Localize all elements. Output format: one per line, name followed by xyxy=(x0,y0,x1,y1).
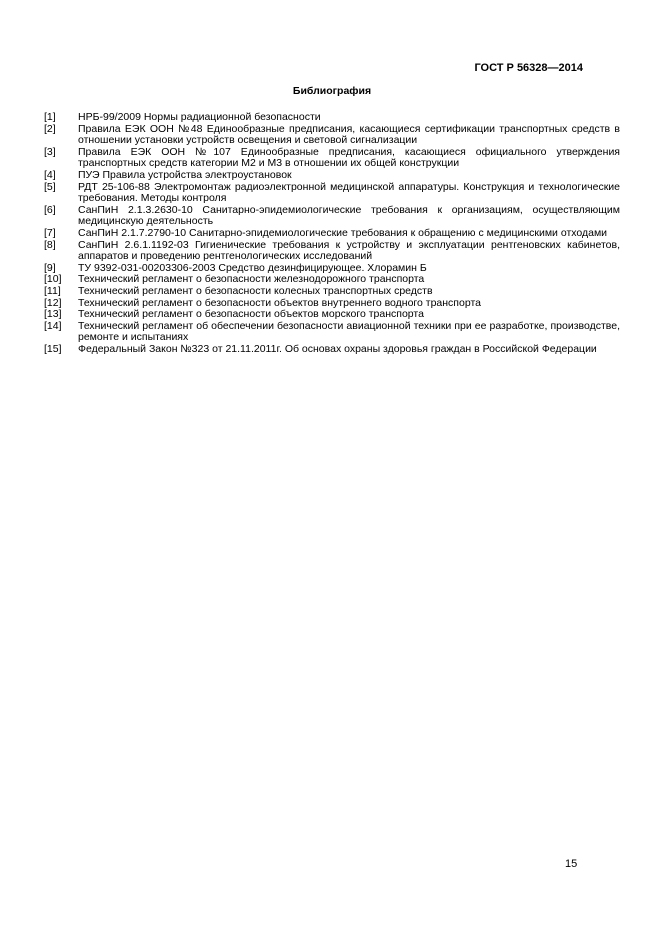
entry-text: Технический регламент о безопасности колесных транспортных средств xyxy=(78,284,433,297)
entry-text: Технический регламент о безопасности объектов внутреннего водного транспорта xyxy=(78,296,481,309)
section-title: Библиография xyxy=(292,85,372,97)
entry-text: ТУ 9392-031-00203306-2003 Средство дезинфицирующее. Хлорамин Б xyxy=(78,261,427,274)
bibliography-entry xyxy=(44,112,620,124)
page-number: 15 xyxy=(565,858,578,870)
entry-ref-number: [4] xyxy=(44,168,56,181)
entry-text: Федеральный Закон №323 от 21.11.2011г. Об основах охраны здоровья граждан в Российской Федерации xyxy=(78,342,597,355)
entry-ref-number: [8] xyxy=(44,238,56,251)
entry-ref-number: [11] xyxy=(44,284,61,297)
entry-ref-number: [9] xyxy=(44,261,56,274)
bibliography-entry xyxy=(44,240,620,263)
document-code: ГОСТ Р 56328—2014 xyxy=(474,62,583,74)
entry-text: ПУЭ Правила устройства электроустановок xyxy=(78,168,292,181)
bibliography-entry xyxy=(44,205,620,228)
bibliography-entry xyxy=(44,309,620,321)
entry-ref-number: [2] xyxy=(44,122,56,135)
entry-ref-number: [5] xyxy=(44,180,56,193)
bibliography-entry xyxy=(44,344,620,356)
entry-text: СанПиН 2.1.7.2790-10 Санитарно-эпидемиологические требования к обращению с медицинскими отходами xyxy=(78,226,608,239)
bibliography-entry xyxy=(44,170,620,182)
entry-ref-number: [6] xyxy=(44,203,56,216)
entry-ref-number: [13] xyxy=(44,308,62,321)
entry-text: Технический регламент об обеспечении безопасности авиационной техники при ее разработке, производстве, ремонте и испытаниях xyxy=(78,319,620,344)
entry-text: СанПиН 2.6.1.1192-03 Гигиенические требования к устройству и эксплуатации рентгеновских кабинетов, аппаратов и проведению рентгенологических исследований xyxy=(78,238,620,263)
bibliography-entry xyxy=(44,147,620,170)
entry-text: Технический регламент о безопасности объектов морского транспорта xyxy=(78,308,424,321)
entry-text: Технический регламент о безопасности железнодорожного транспорта xyxy=(78,273,425,286)
entry-ref-number: [3] xyxy=(44,145,56,158)
entry-ref-number: [12] xyxy=(44,296,62,309)
entry-ref-number: [1] xyxy=(44,111,56,123)
entry-text: РДТ 25-106-88 Электромонтаж радиоэлектронной медицинской аппаратуры. Конструкция и технологические требования. Методы контроля xyxy=(78,180,620,205)
bibliography-list xyxy=(44,112,620,355)
entry-ref-number: [15] xyxy=(44,342,62,355)
entry-text: Правила ЕЭК ООН №48 Единообразные предписания, касающиеся сертификации транспортных средств в отношении установки устройств освещения и световой сигнализации xyxy=(78,122,620,147)
entry-ref-number: [10] xyxy=(44,273,62,286)
bibliography-entry xyxy=(44,286,620,298)
entry-text: НРБ-99/2009 Нормы радиационной безопасности xyxy=(78,111,321,123)
bibliography-entry xyxy=(44,321,620,344)
entry-ref-number: [7] xyxy=(44,226,56,239)
bibliography-entry xyxy=(44,182,620,205)
entry-text: СанПиН 2.1.3.2630-10 Санитарно-эпидемиологические требования к организациям, осуществляющим медицинскую деятельность xyxy=(78,203,620,228)
entry-text: Правила ЕЭК ООН №107 Единообразные предписания, касающиеся официального утверждения транспортных средств категории М2 и М3 в отношении их общей конструкции xyxy=(78,145,620,170)
bibliography-entry xyxy=(44,124,620,147)
bibliography-entry xyxy=(44,228,620,240)
entry-ref-number: [14] xyxy=(44,319,62,332)
